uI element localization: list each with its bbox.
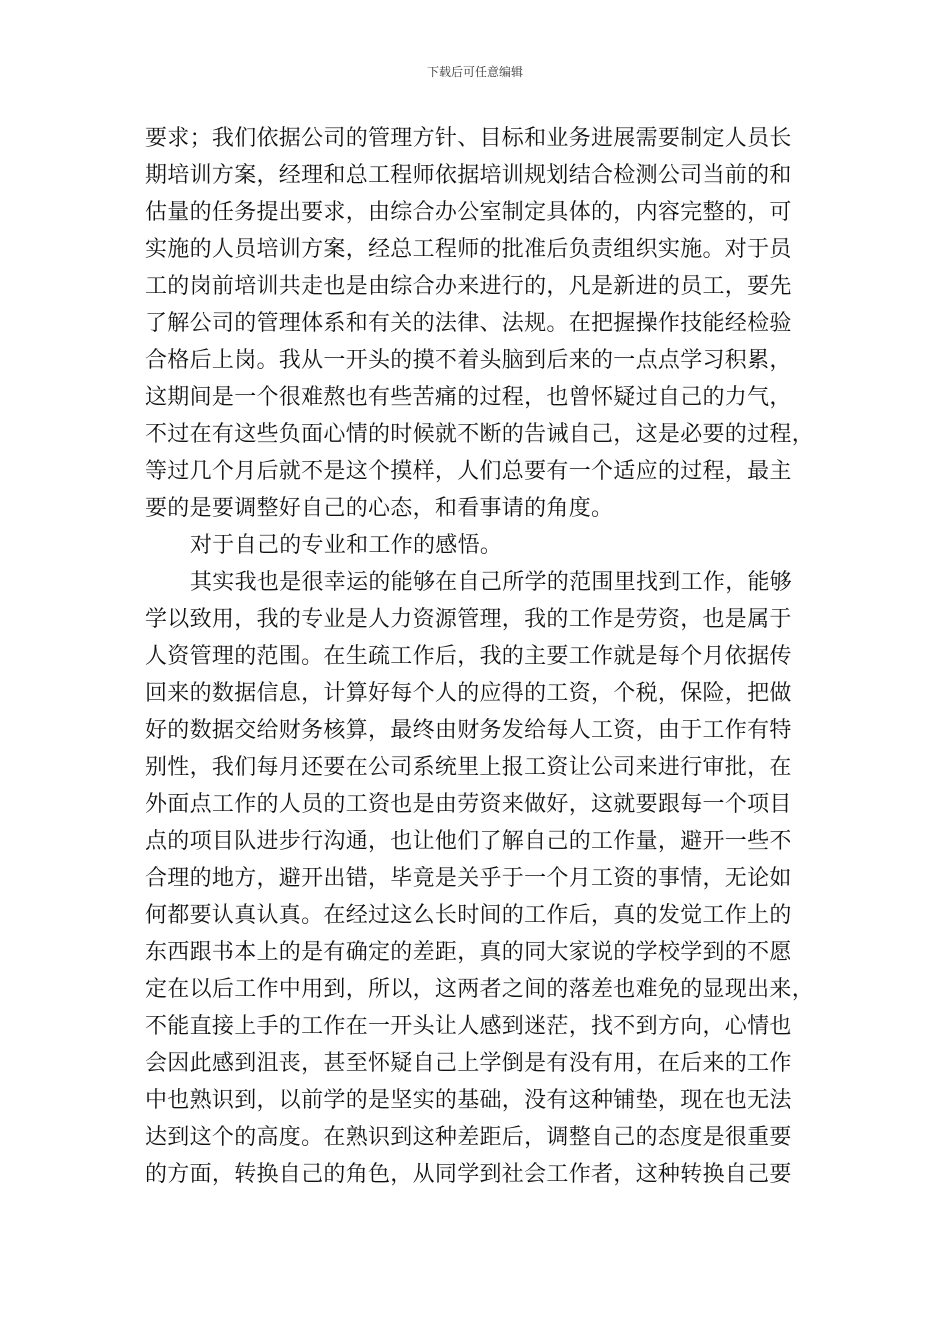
text-line: 外面点工作的人员的工资也是由劳资来做好，这就要跟每一个项目: [145, 792, 792, 817]
text-line: 不过在有这些负面心情的时候就不断的告诫自己，这是必要的过程，: [145, 422, 815, 447]
text-line: 期培训方案，经理和总工程师依据培训规划结合检测公司当前的和: [145, 163, 792, 188]
text-line: 中也熟识到，以前学的是坚实的基础，没有这种铺垫，现在也无法: [145, 1088, 792, 1113]
text-line: 实施的人员培训方案，经总工程师的批准后负责组织实施。对于员: [145, 237, 792, 262]
page-header: 下载后可任意编辑: [426, 65, 523, 79]
text-line: 东西跟书本上的是有确定的差距，真的同大家说的学校学到的不愿: [145, 940, 792, 965]
text-line: 何都要认真认真。在经过这么长时间的工作后，真的发觉工作上的: [145, 903, 792, 928]
text-line: 要求；我们依据公司的管理方针、目标和业务进展需要制定人员长: [145, 126, 792, 151]
text-line: 学以致用，我的专业是人力资源管理，我的工作是劳资，也是属于: [145, 607, 792, 632]
text-line: 工的岗前培训共走也是由综合办来进行的，凡是新进的员工，要先: [145, 274, 792, 299]
text-line: 要的是要调整好自己的心态，和看事请的角度。: [145, 496, 614, 521]
text-line: 达到这个的高度。在熟识到这种差距后，调整自己的态度是很重要: [145, 1125, 792, 1150]
text-line: 估量的任务提出要求，由综合办公室制定具体的，内容完整的，可: [145, 200, 792, 225]
text-line: 会因此感到沮丧，甚至怀疑自己上学倒是有没有用，在后来的工作: [145, 1051, 792, 1076]
text-line: 合理的地方，避开出错，毕竟是关乎于一个月工资的事情，无论如: [145, 866, 792, 891]
text-line: 了解公司的管理体系和有关的法律、法规。在把握操作技能经检验: [145, 311, 792, 336]
document-body: [145, 120, 825, 1193]
text-line: 定在以后工作中用到，所以，这两者之间的落差也难免的显现出来，: [145, 977, 815, 1002]
text-line: 的方面，转换自己的角色，从同学到社会工作者，这种转换自己要: [145, 1162, 792, 1187]
text-line: 回来的数据信息，计算好每个人的应得的工资，个税，保险，把做: [145, 681, 792, 706]
text-line: 点的项目队进步行沟通，也让他们了解自己的工作量，避开一些不: [145, 829, 792, 854]
section-heading: 对于自己的专业和工作的感悟。: [190, 533, 503, 558]
text-line: 别性，我们每月还要在公司系统里上报工资让公司来进行审批，在: [145, 755, 792, 780]
paragraph-start: 其实我也是很幸运的能够在自己所学的范围里找到工作，能够: [190, 570, 793, 595]
text-line: 这期间是一个很难熬也有些苦痛的过程，也曾怀疑过自己的力气，: [145, 385, 792, 410]
text-line: 不能直接上手的工作在一开头让人感到迷茫，找不到方向，心情也: [145, 1014, 792, 1039]
text-line: 好的数据交给财务核算，最终由财务发给每人工资，由于工作有特: [145, 718, 792, 743]
text-line: 等过几个月后就不是这个摸样，人们总要有一个适应的过程，最主: [145, 459, 792, 484]
text-line: 人资管理的范围。在生疏工作后，我的主要工作就是每个月依据传: [145, 644, 792, 669]
text-line: 合格后上岗。我从一开头的摸不着头脑到后来的一点点学习积累，: [145, 348, 792, 373]
